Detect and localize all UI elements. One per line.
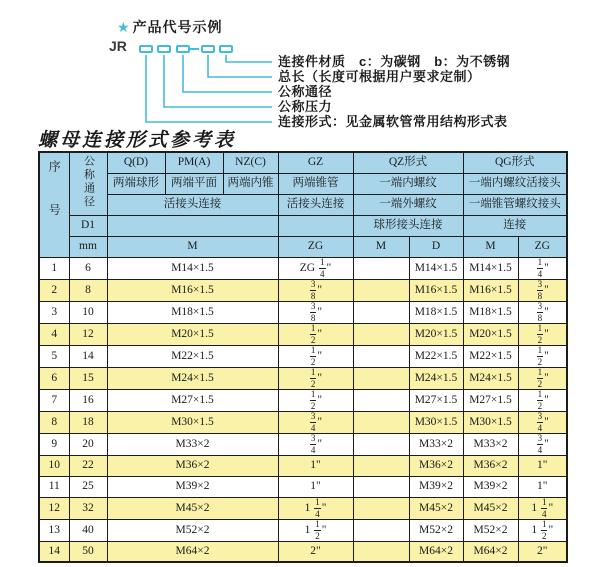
header-qg-m: M: [463, 236, 518, 257]
label-nominal-diameter: 公称通径: [278, 84, 333, 99]
fraction: $\frac{1}{2}$: [310, 323, 316, 345]
header-col-nz: NZ(C): [223, 152, 278, 173]
header-nominal-diameter: 公称通径: [69, 152, 107, 215]
cell-serial: 3: [39, 301, 69, 323]
table-header: [39, 152, 567, 257]
cell-dn: 8: [69, 279, 107, 301]
header-conn-gz: 活接头连接: [278, 194, 353, 215]
table-row: [39, 323, 567, 345]
cell-qg-m: M45×2: [463, 497, 518, 519]
diagram-heading-text: 产品代号示例: [132, 19, 223, 35]
table-row: [39, 541, 567, 562]
fraction: $\frac{3}{8}$: [537, 301, 543, 323]
table-row: [39, 257, 567, 279]
cell-qz-d: M27×1.5: [409, 389, 463, 411]
cell-qg-zg: $\frac{3}{4}$ ": [518, 433, 567, 455]
cell-thread-m: M39×2: [107, 476, 278, 497]
fraction: $\frac{3}{4}$: [310, 411, 316, 433]
cell-qz-d: M16×1.5: [409, 279, 463, 301]
cell-serial: 11: [39, 476, 69, 497]
cell-serial: 1: [39, 257, 69, 279]
cell-qz-d: M22×1.5: [409, 345, 463, 367]
header-col-gz: GZ: [278, 152, 353, 173]
cell-gz: $\frac{1}{2}$ ": [278, 323, 353, 345]
cell-qg-m: M36×2: [463, 455, 518, 476]
table-row: [39, 519, 567, 541]
fraction: $\frac{3}{4}$: [310, 433, 316, 455]
cell-dn: 22: [69, 455, 107, 476]
table-row: [39, 301, 567, 323]
table-row: [39, 389, 567, 411]
header-desc-gz: 两端锥管: [278, 173, 353, 194]
cell-qg-m: M52×2: [463, 519, 518, 541]
cell-gz: 1 $\frac{1}{2}$ ": [278, 519, 353, 541]
cell-thread-m: M18×1.5: [107, 301, 278, 323]
cell-qg-m: M14×1.5: [463, 257, 518, 279]
cell-serial: 9: [39, 433, 69, 455]
cell-qz-d: M36×2: [409, 455, 463, 476]
cell-serial: 13: [39, 519, 69, 541]
header-qz-m: M: [353, 236, 409, 257]
cell-qz-m: [353, 433, 409, 455]
header-serial: 序号: [39, 152, 69, 257]
fraction: $\frac{1}{4}$: [537, 257, 543, 279]
cell-serial: 10: [39, 455, 69, 476]
cell-qg-zg: $\frac{1}{2}$ ": [518, 367, 567, 389]
cell-thread-m: M14×1.5: [107, 257, 278, 279]
cell-qg-m: M18×1.5: [463, 301, 518, 323]
cell-qz-d: M64×2: [409, 541, 463, 562]
fraction: $\frac{1}{4}$: [320, 257, 325, 279]
cell-serial: 5: [39, 345, 69, 367]
header-col-pm: PM(A): [165, 152, 223, 173]
cell-serial: 14: [39, 541, 69, 562]
cell-gz: $\frac{1}{2}$ ": [278, 389, 353, 411]
fraction: $\frac{1}{2}$: [310, 345, 316, 367]
header-empty-left: [107, 215, 278, 236]
label-material: 连接件材质 c：为碳钢 b：为不锈钢: [278, 54, 511, 69]
header-col-qg: QG形式: [463, 152, 567, 173]
cell-qg-zg: 1 $\frac{1}{2}$ ": [518, 519, 567, 541]
header-conn-qz: 一端外螺纹: [353, 194, 463, 215]
header-conn-qg: 一端锥管螺纹接头: [463, 194, 567, 215]
cell-serial: 8: [39, 411, 69, 433]
cell-qz-d: M45×2: [409, 497, 463, 519]
header-desc-pm: 两端平面: [165, 173, 223, 194]
cell-qz-d: M52×2: [409, 519, 463, 541]
cell-qg-zg: 1 $\frac{1}{4}$ ": [518, 497, 567, 519]
cell-qz-d: M24×1.5: [409, 367, 463, 389]
header-desc-q: 两端球形: [107, 173, 165, 194]
product-code-diagram: [0, 0, 600, 127]
cell-qz-m: [353, 257, 409, 279]
fraction: $\frac{3}{4}$: [537, 433, 543, 455]
cell-qz-d: M33×2: [409, 433, 463, 455]
cell-dn: 40: [69, 519, 107, 541]
header-qz-d: D: [409, 236, 463, 257]
cell-dn: 16: [69, 389, 107, 411]
cell-dn: 15: [69, 367, 107, 389]
table-row: [39, 345, 567, 367]
cell-thread-m: M45×2: [107, 497, 278, 519]
cell-gz: 1": [278, 476, 353, 497]
cell-qg-zg: 1": [518, 476, 567, 497]
cell-dn: 18: [69, 411, 107, 433]
cell-dn: 32: [69, 497, 107, 519]
cell-thread-m: M27×1.5: [107, 389, 278, 411]
table-title: 螺母连接形式参考表: [38, 130, 237, 151]
cell-thread-m: M22×1.5: [107, 345, 278, 367]
cell-qz-m: [353, 497, 409, 519]
header-d1: D1: [69, 215, 107, 236]
header-ball-joint-qz: 球形接头连接: [353, 215, 463, 236]
cell-gz: $\frac{3}{4}$ ": [278, 411, 353, 433]
cell-qz-m: [353, 455, 409, 476]
cell-thread-m: M36×2: [107, 455, 278, 476]
fraction: $\frac{1}{2}$: [310, 367, 316, 389]
cell-thread-m: M20×1.5: [107, 323, 278, 345]
header-conn-label-qg: 连接: [463, 215, 567, 236]
cell-serial: 4: [39, 323, 69, 345]
fraction: $\frac{1}{2}$: [315, 519, 320, 541]
fraction: $\frac{1}{4}$: [315, 497, 320, 519]
cell-qz-d: M30×1.5: [409, 411, 463, 433]
label-total-length: 总长（长度可根据用户要求定制）: [278, 69, 481, 84]
cell-gz: $\frac{1}{2}$ ": [278, 367, 353, 389]
cell-thread-m: M16×1.5: [107, 279, 278, 301]
fraction: $\frac{3}{8}$: [537, 279, 543, 301]
header-desc-qg: 一端内螺纹活接头: [463, 173, 567, 194]
cell-qz-m: [353, 476, 409, 497]
cell-qz-m: [353, 389, 409, 411]
cell-qg-zg: $\frac{3}{8}$ ": [518, 301, 567, 323]
cell-qz-m: [353, 411, 409, 433]
table-row: [39, 279, 567, 301]
cell-qz-d: M39×2: [409, 476, 463, 497]
fraction: $\frac{3}{4}$: [537, 411, 543, 433]
cell-dn: 20: [69, 433, 107, 455]
cell-gz: $\frac{3}{4}$ ": [278, 433, 353, 455]
cell-qg-zg: $\frac{1}{4}$ ": [518, 257, 567, 279]
cell-qg-m: M39×2: [463, 476, 518, 497]
cell-qg-zg: 1": [518, 455, 567, 476]
header-desc-qz: 一端内螺纹: [353, 173, 463, 194]
table-row: [39, 476, 567, 497]
fraction: $\frac{1}{2}$: [310, 389, 316, 411]
cell-thread-m: M52×2: [107, 519, 278, 541]
cell-qg-m: M27×1.5: [463, 389, 518, 411]
cell-dn: 25: [69, 476, 107, 497]
fraction: $\frac{1}{2}$: [537, 389, 543, 411]
fraction: $\frac{3}{8}$: [310, 301, 316, 323]
header-empty-gz: [278, 215, 353, 236]
cell-qz-d: M18×1.5: [409, 301, 463, 323]
cell-qz-m: [353, 519, 409, 541]
cell-qg-zg: $\frac{1}{2}$ ": [518, 389, 567, 411]
cell-qg-zg: $\frac{3}{4}$ ": [518, 411, 567, 433]
header-col-qz: QZ形式: [353, 152, 463, 173]
table-row: [39, 367, 567, 389]
fraction: $\frac{1}{2}$: [537, 323, 543, 345]
cell-dn: 50: [69, 541, 107, 562]
table-row: [39, 497, 567, 519]
cell-serial: 6: [39, 367, 69, 389]
cell-qg-m: M16×1.5: [463, 279, 518, 301]
fraction: $\frac{1}{4}$: [541, 497, 547, 519]
cell-qz-m: [353, 301, 409, 323]
cell-qg-zg: 2": [518, 541, 567, 562]
header-conn-qpmnz: 活接头连接: [107, 194, 278, 215]
label-nominal-pressure: 公称压力: [278, 99, 333, 114]
cell-qg-m: M24×1.5: [463, 367, 518, 389]
header-thread-m: M: [107, 236, 278, 257]
cell-gz: 2": [278, 541, 353, 562]
cell-thread-m: M64×2: [107, 541, 278, 562]
table-body: [39, 257, 567, 562]
cell-dn: 6: [69, 257, 107, 279]
cell-qg-zg: $\frac{1}{2}$ ": [518, 345, 567, 367]
cell-serial: 12: [39, 497, 69, 519]
header-qg-zg: ZG: [518, 236, 567, 257]
cell-thread-m: M33×2: [107, 433, 278, 455]
code-prefix: JR: [109, 38, 127, 54]
cell-thread-m: M30×1.5: [107, 411, 278, 433]
cell-qz-m: [353, 323, 409, 345]
fraction: $\frac{1}{2}$: [537, 345, 543, 367]
fraction: $\frac{3}{8}$: [310, 279, 316, 301]
cell-qz-d: M20×1.5: [409, 323, 463, 345]
cell-serial: 7: [39, 389, 69, 411]
table-row: [39, 433, 567, 455]
cell-gz: 1 $\frac{1}{4}$ ": [278, 497, 353, 519]
cell-gz: $\frac{3}{8}$ ": [278, 279, 353, 301]
fraction: $\frac{1}{2}$: [541, 519, 547, 541]
cell-qg-zg: $\frac{3}{8}$ ": [518, 279, 567, 301]
header-unit: mm: [69, 236, 107, 257]
cell-qg-m: M64×2: [463, 541, 518, 562]
cell-gz: 1": [278, 455, 353, 476]
table-row: [39, 411, 567, 433]
cell-dn: 12: [69, 323, 107, 345]
cell-dn: 14: [69, 345, 107, 367]
cell-qg-zg: $\frac{1}{2}$ ": [518, 323, 567, 345]
star-icon: ★: [117, 19, 131, 35]
nut-connection-table: [38, 151, 568, 563]
label-connection-form: 连接形式：见金属软管常用结构形式表: [278, 114, 508, 129]
header-col-q: Q(D): [107, 152, 165, 173]
header-thread-zg: ZG: [278, 236, 353, 257]
header-desc-nz: 两端内锥: [223, 173, 278, 194]
cell-gz: $\frac{1}{2}$ ": [278, 345, 353, 367]
cell-thread-m: M24×1.5: [107, 367, 278, 389]
table-row: [39, 455, 567, 476]
cell-qg-m: M22×1.5: [463, 345, 518, 367]
cell-qz-m: [353, 279, 409, 301]
cell-qz-m: [353, 345, 409, 367]
cell-serial: 2: [39, 279, 69, 301]
cell-qz-m: [353, 367, 409, 389]
cell-qg-m: M33×2: [463, 433, 518, 455]
cell-dn: 10: [69, 301, 107, 323]
fraction: $\frac{1}{2}$: [537, 367, 543, 389]
cell-gz: ZG $\frac{1}{4}$ ": [278, 257, 353, 279]
cell-qg-m: M20×1.5: [463, 323, 518, 345]
cell-qg-m: M30×1.5: [463, 411, 518, 433]
cell-qz-m: [353, 541, 409, 562]
cell-qz-d: M14×1.5: [409, 257, 463, 279]
cell-gz: $\frac{3}{8}$ ": [278, 301, 353, 323]
